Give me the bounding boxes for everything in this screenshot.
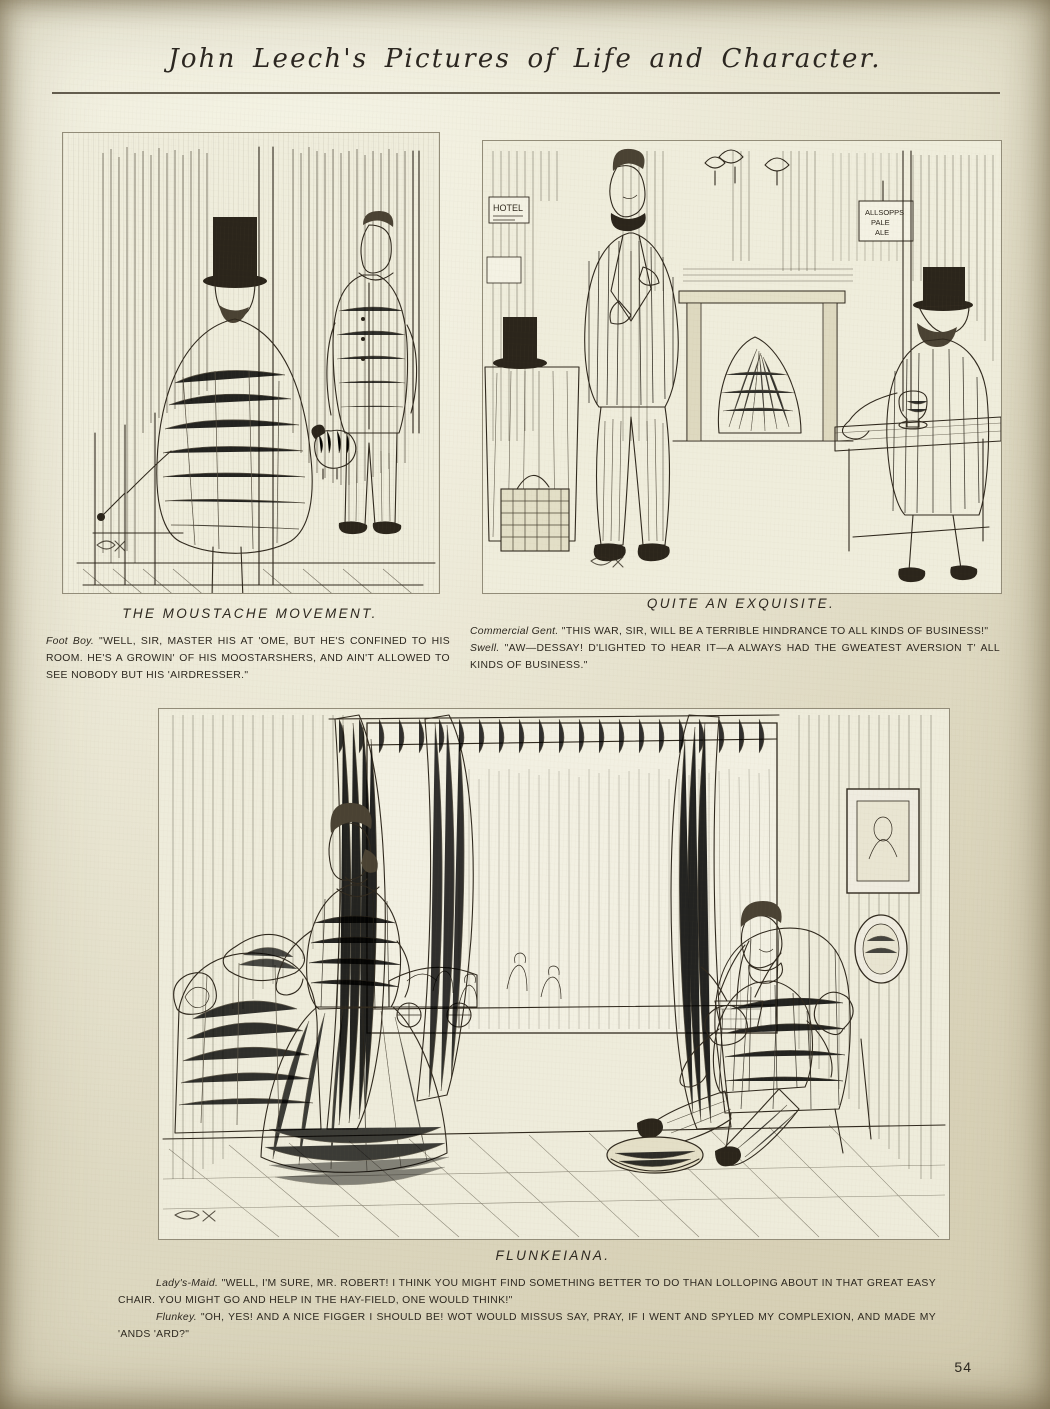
illustration-moustache-movement: [62, 132, 440, 594]
framed-picture: [847, 789, 919, 893]
caption-speaker: Swell.: [470, 642, 500, 654]
caption-speaker: Foot Boy.: [46, 636, 95, 647]
page-number: 54: [954, 1359, 972, 1375]
caption-body-moustache-movement: [46, 634, 450, 685]
page-title: John Leech's Pictures of Life and Character.: [168, 44, 882, 74]
caption-text: "AW—DESSAY! D'LIGHTED TO HEAR IT—A ALWAYS HAD THE GWEATEST AVERSION T' ALL KINDS OF BUSINESS.": [470, 642, 1000, 671]
caption-speaker: Flunkey.: [156, 1311, 197, 1323]
caption-text: "WELL, I'M SURE, MR. ROBERT! I THINK YOU MIGHT FIND SOMETHING BETTER TO DO THAN LOLLOPING ABOUT IN THAT GREAT EASY CHAIR. YOU MIGHT GO AND HELP IN THE HAY-FIELD, ONE WOULD THINK!": [118, 1278, 936, 1306]
caption-line: [470, 641, 1000, 675]
quite-an-exquisite-drawing: [483, 141, 1001, 593]
caption-speaker: Commercial Gent.: [470, 626, 559, 637]
wall-mirror: [855, 915, 907, 983]
caption-title-moustache-movement: THE MOUSTACHE MOVEMENT.: [122, 606, 378, 621]
svg-text:ALLSOPPS: ALLSOPPS: [865, 208, 905, 217]
svg-text:ALE: ALE: [875, 228, 890, 237]
caption-line: [118, 1276, 936, 1310]
moustache-movement-drawing: [63, 133, 439, 593]
illustration-quite-an-exquisite: [482, 140, 1002, 594]
footstool: [607, 1137, 703, 1173]
svg-text:PALE: PALE: [871, 218, 890, 227]
caption-text: "WELL, SIR, MASTER HIS AT 'OME, BUT HE'S CONFINED TO HIS ROOM. HE'S A GROWIN' OF HIS MOOSTARSHERS, AND AIN'T ALLOWED TO SEE NOBODY BUT HIS 'AIRDRESSER.": [46, 636, 450, 681]
caption-body-quite-an-exquisite: [470, 624, 1000, 675]
flunkeiana-drawing: [159, 709, 949, 1239]
caption-speaker: Lady's-Maid.: [156, 1278, 219, 1289]
caption-text: "OH, YES! AND A NICE FIGGER I SHOULD BE! WOT WOULD MISSUS SAY, PRAY, IF I WENT AND SPYLED MY COMPLEXION, AND MADE MY 'ANDS 'ARD?": [118, 1311, 936, 1340]
svg-text:HOTEL: HOTEL: [493, 203, 524, 213]
header-rule: [52, 92, 1000, 94]
caption-text: "THIS WAR, SIR, WILL BE A TERRIBLE HINDRANCE TO ALL KINDS OF BUSINESS!": [561, 626, 989, 637]
caption-body-flunkeiana: [118, 1276, 936, 1343]
caption-line: [118, 1310, 936, 1344]
caption-title-quite-an-exquisite: QUITE AN EXQUISITE.: [646, 596, 836, 611]
caption-line: [470, 624, 1000, 641]
caption-title-flunkeiana: FLUNKEIANA.: [495, 1248, 611, 1263]
illustration-flunkeiana: [158, 708, 950, 1240]
